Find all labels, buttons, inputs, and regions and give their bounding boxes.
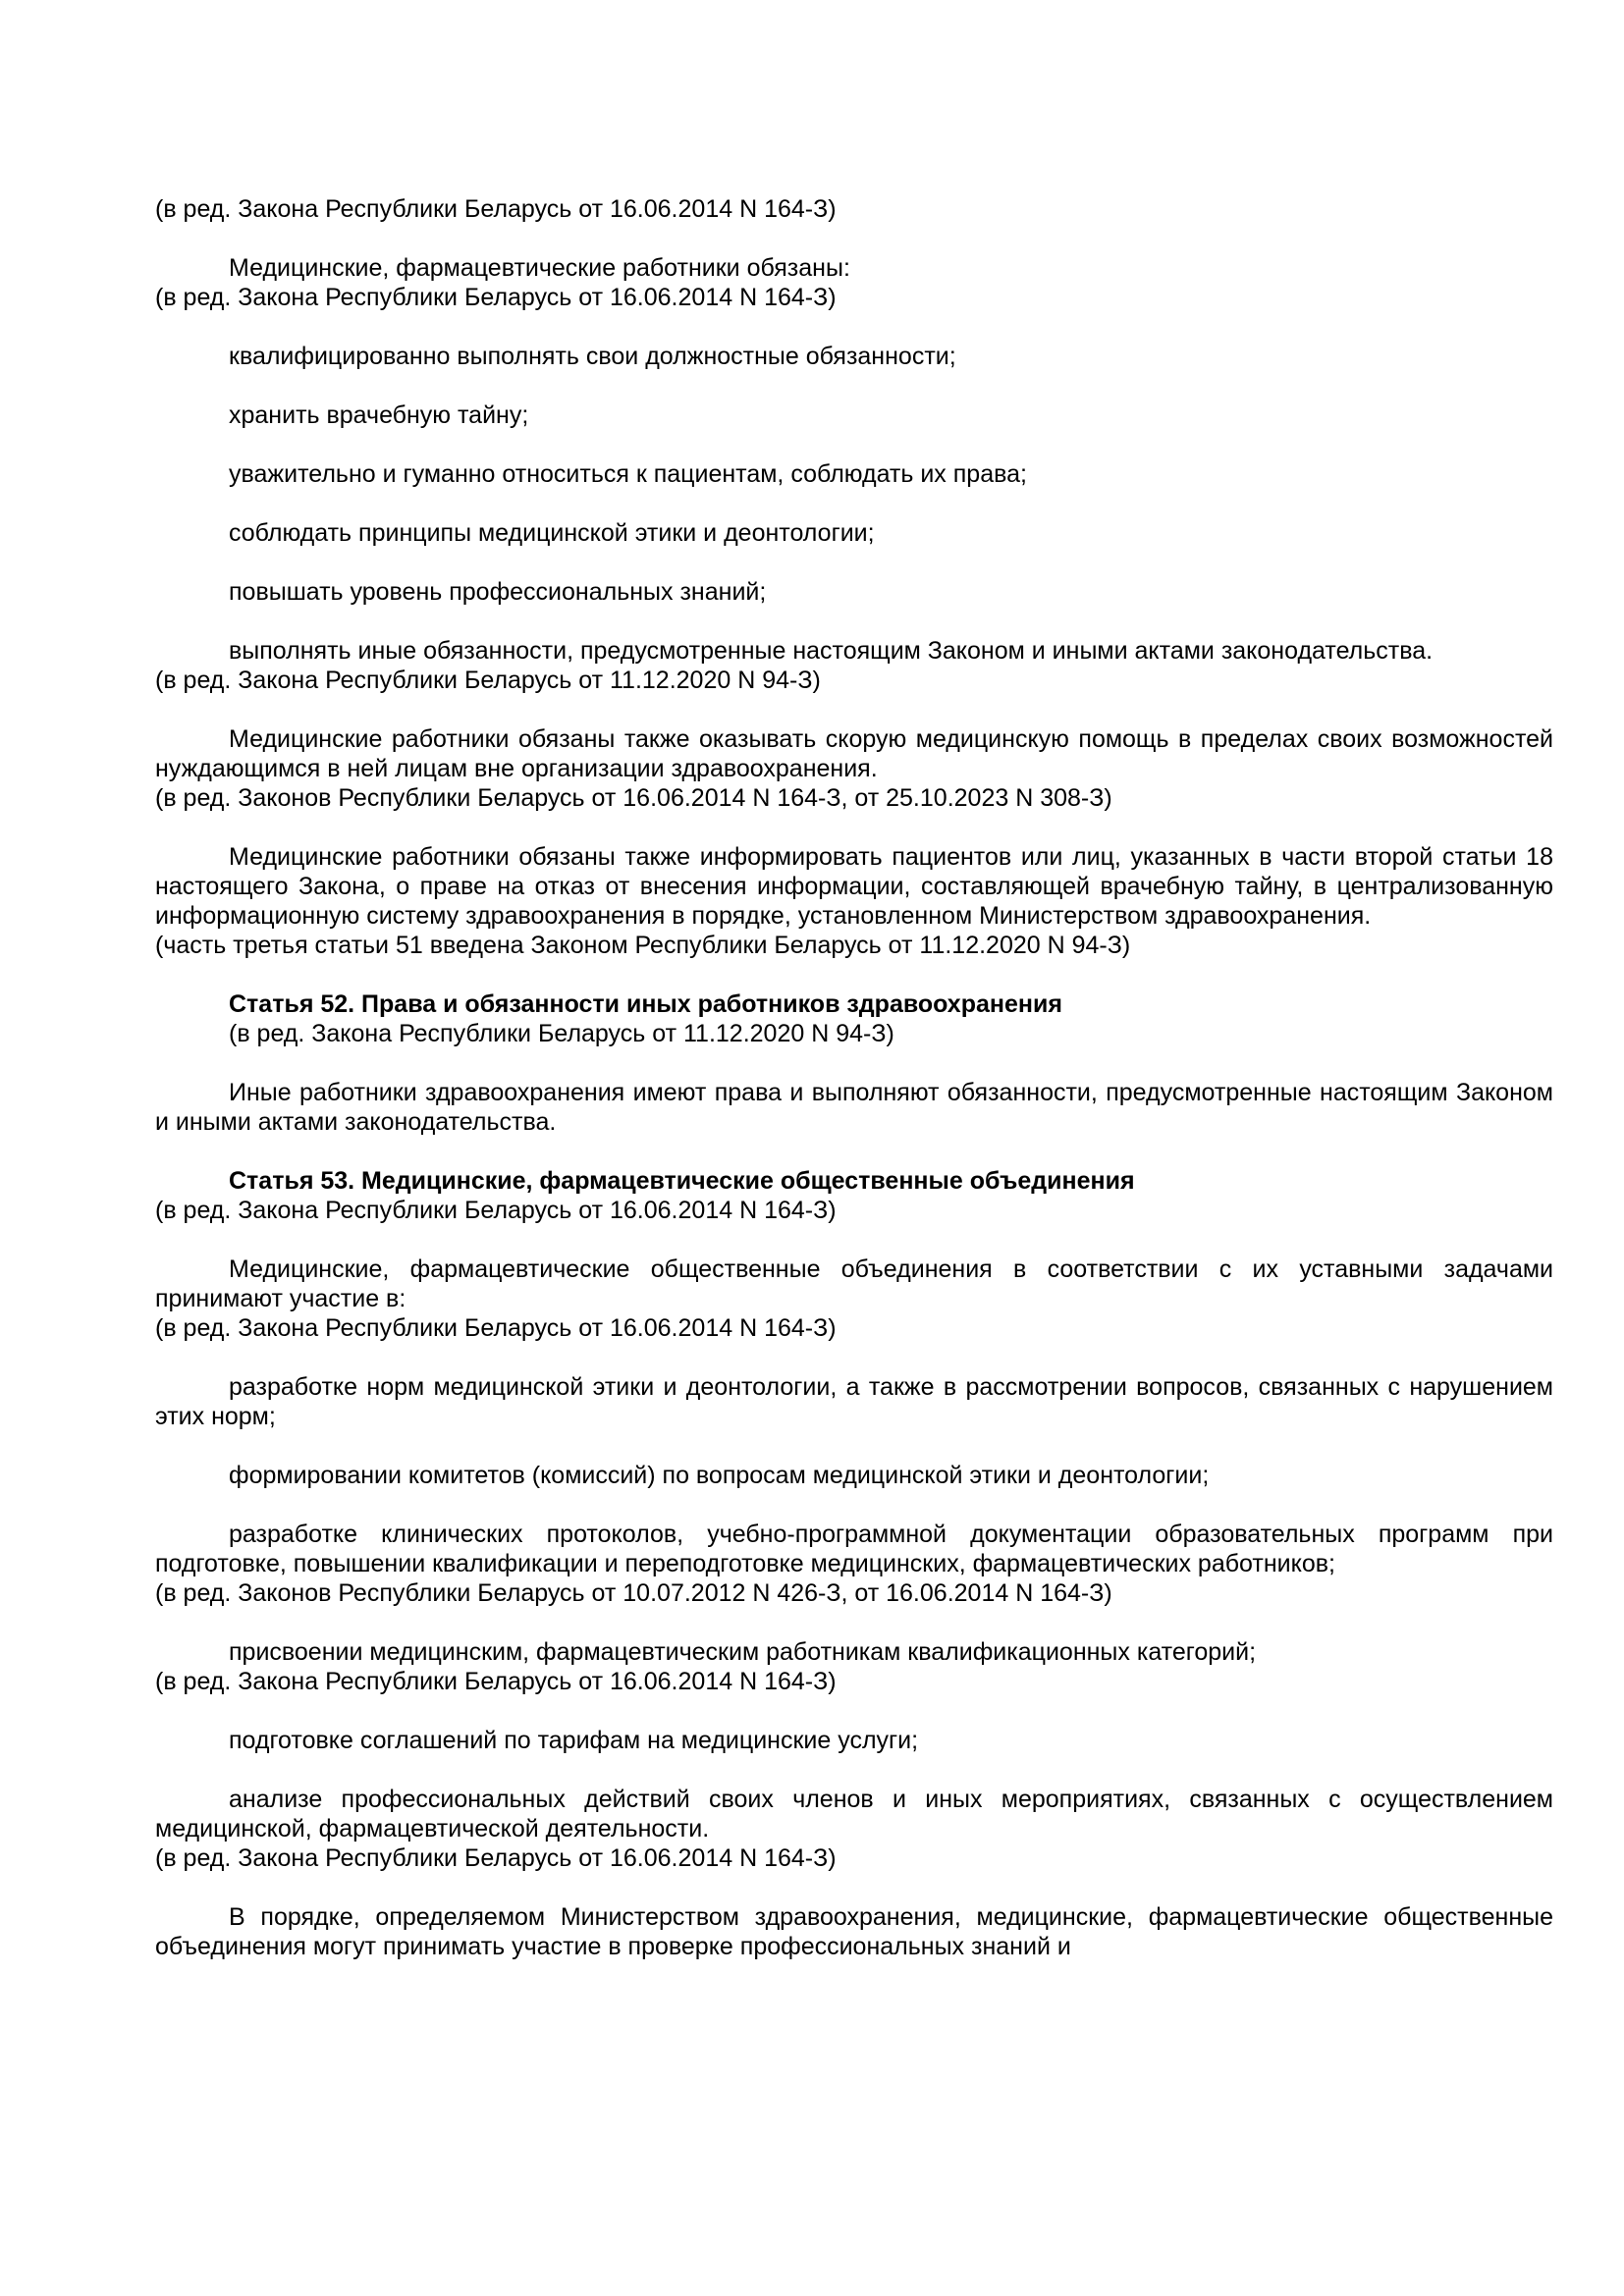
article-heading: Статья 53. Медицинские, фармацевтические общественные объединения (229, 1167, 1135, 1195)
paragraph: Медицинские, фармацевтические работники обязаны: (229, 254, 850, 282)
amendment-note: (часть третья статьи 51 введена Законом Республики Беларусь от 11.12.2020 N 94-З) (155, 932, 1131, 959)
paragraph: Медицинские работники обязаны также информировать пациентов или лиц, указанных в части второй статьи 18 настоящего Закона, о праве на отказ от внесения информации, составляющей врачебную тайну, в централизованную информационную систему здравоохранения в порядке, установленном Министерством здравоохранения. (155, 843, 1553, 930)
list-item: анализе профессиональных действий своих членов и иных мероприятиях, связанных с осуществлением медицинской, фармацевтической деятельности. (155, 1786, 1553, 1842)
list-item: соблюдать принципы медицинской этики и деонтологии; (229, 519, 875, 547)
paragraph: Иные работники здравоохранения имеют права и выполняют обязанности, предусмотренные настоящим Законом и иными актами законодательства. (155, 1079, 1553, 1136)
list-item: разработке норм медицинской этики и деонтологии, а также в рассмотрении вопросов, связанных с нарушением этих норм; (155, 1373, 1553, 1430)
list-item: уважительно и гуманно относиться к пациентам, соблюдать их права; (229, 460, 1027, 488)
amendment-note: (в ред. Закона Республики Беларусь от 11.12.2020 N 94-З) (229, 1020, 894, 1047)
document-body (155, 194, 1553, 1961)
list-item: присвоении медицинским, фармацевтическим работникам квалификационных категорий; (229, 1638, 1257, 1666)
article-heading: Статья 52. Права и обязанности иных работников здравоохранения (229, 990, 1062, 1018)
list-item: повышать уровень профессиональных знаний; (229, 578, 767, 606)
paragraph: Медицинские работники обязаны также оказывать скорую медицинскую помощь в пределах своих возможностей нуждающимся в ней лицам вне организации здравоохранения. (155, 725, 1553, 782)
amendment-note: (в ред. Закона Республики Беларусь от 16.06.2014 N 164-З) (155, 1314, 837, 1342)
list-item: подготовке соглашений по тарифам на медицинские услуги; (229, 1727, 919, 1754)
list-item: формировании комитетов (комиссий) по вопросам медицинской этики и деонтологии; (229, 1462, 1210, 1489)
amendment-note: (в ред. Закона Республики Беларусь от 16.06.2014 N 164-З) (155, 1844, 837, 1872)
amendment-note: (в ред. Законов Республики Беларусь от 10.07.2012 N 426-З, от 16.06.2014 N 164-З) (155, 1579, 1112, 1607)
amendment-note: (в ред. Закона Республики Беларусь от 11.12.2020 N 94-З) (155, 667, 821, 694)
amendment-note: (в ред. Закона Республики Беларусь от 16.06.2014 N 164-З) (155, 1197, 837, 1224)
paragraph: В порядке, определяемом Министерством здравоохранения, медицинские, фармацевтические общественные объединения могут принимать участие в проверке профессиональных знаний и (155, 1903, 1553, 1960)
list-item: разработке клинических протоколов, учебно-программной документации образовательных программ при подготовке, повышении квалификации и переподготовке медицинских, фармацевтических работников; (155, 1521, 1553, 1577)
amendment-note: (в ред. Закона Республики Беларусь от 16.06.2014 N 164-З) (155, 195, 837, 223)
amendment-note: (в ред. Законов Республики Беларусь от 16.06.2014 N 164-З, от 25.10.2023 N 308-З) (155, 784, 1112, 812)
list-item: квалифицированно выполнять свои должностные обязанности; (229, 343, 956, 370)
amendment-note: (в ред. Закона Республики Беларусь от 16.06.2014 N 164-З) (155, 1668, 837, 1695)
paragraph: Медицинские, фармацевтические общественные объединения в соответствии с их уставными задачами принимают участие в: (155, 1255, 1553, 1312)
list-item: выполнять иные обязанности, предусмотренные настоящим Законом и иными актами законодательства. (229, 637, 1434, 665)
amendment-note: (в ред. Закона Республики Беларусь от 16.06.2014 N 164-З) (155, 284, 837, 311)
list-item: хранить врачебную тайну; (229, 401, 529, 429)
